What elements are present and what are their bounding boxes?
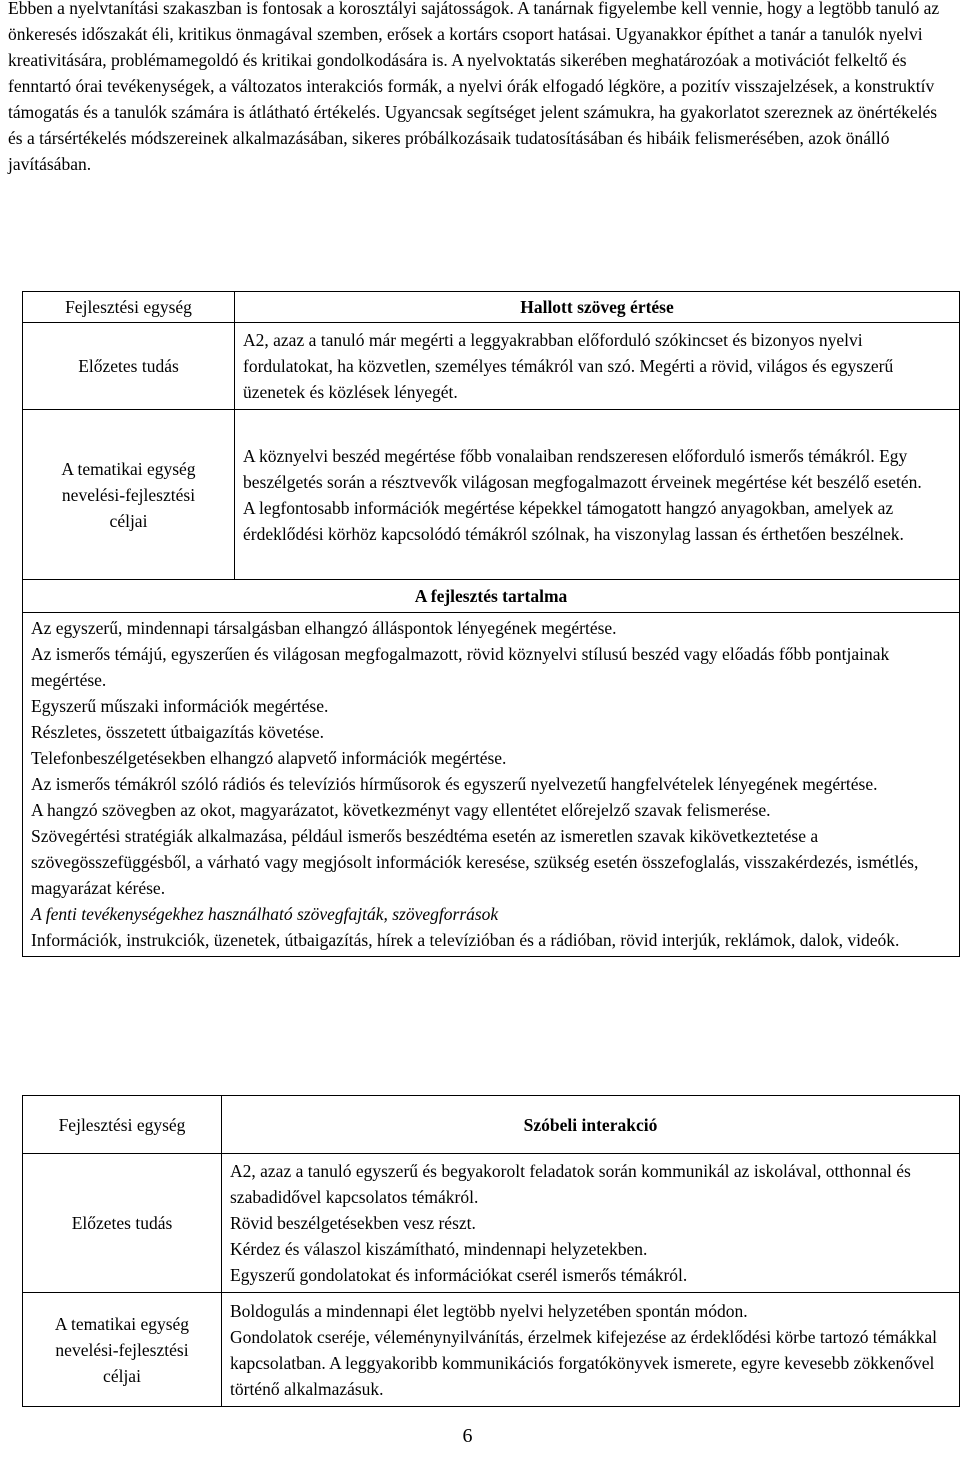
row-prior-knowledge [23, 1154, 960, 1293]
row-prior-knowledge [23, 323, 960, 410]
goals-paragraph: A legfontosabb információk megértése képekkel támogatott hangzó anyagokban, amelyek az érdeklődési körhöz kapcsolódó témákról szólnak, ha viszonylag lassan és érthetően beszélnek. [243, 497, 904, 544]
goals-paragraph: Boldogulás a mindennapi élet legtöbb nyelvi helyzetében spontán módon. [230, 1300, 748, 1321]
goals-paragraph: A köznyelvi beszéd megértése főbb vonalaiban rendszeresen előforduló ismerős témákról. Egy beszélgetés során a résztvevők világosan megfogalmazott érveinek megértése két beszélő esetén. [243, 445, 922, 492]
label-development-unit: Fejlesztési egység [23, 292, 235, 323]
goals-text [235, 410, 960, 580]
unit-title: Hallott szöveg értése [235, 292, 960, 323]
intro-paragraph: Ebben a nyelvtanítási szakaszban is fontosak a korosztályi sajátosságok. A tanárnak figyelembe kell vennie, hogy a legtöbb tanuló az önkeresés időszakát éli, kritikus önmagával szemben, erősek a kortárs csoport hatásai. Ugyanakkor építhet a tanár a tanulók nyelvi kreativitására, problémamegoldó és kritikai gondolkodására is. A nyelvoktatás sikerében meghatározóak a motivációt felkeltő és fenntartó órai tevékenységek, a változatos interakciós formák, a nyelvi órák elfogadó légköre, a pozitív visszajelzések, a konstruktív támogatás és a tanulók számára is átlátható értékelés. Ugyancsak segítséget jelent számukra, ha gyakorlatot szereznek az önértékelés és a társértékelés módszereinek alkalmazásában, sikeres próbálkozásaik tudatosításában és hibáik felismerésében, azok önálló javításában. [8, 0, 940, 174]
label-goals [23, 410, 235, 580]
label-goals-line: céljai [109, 510, 148, 531]
label-goals-line: nevelési-fejlesztési [55, 1339, 189, 1360]
goals-paragraph: Gondolatok cseréje, véleménynyilvánítás, érzelmek kifejezése az érdeklődési körbe tartozó témákkal kapcsolatban. A leggyakoribb kommunikációs forgatókönyvek ismerete, egyre kevesebb zökkenővel történő alkalmazásuk. [230, 1326, 937, 1399]
content-item: Egyszerű műszaki információk megértése. [31, 696, 329, 716]
label-goals-line: A tematikai egység [54, 1313, 190, 1334]
label-goals [23, 1293, 222, 1407]
label-prior-knowledge: Előzetes tudás [23, 323, 235, 410]
label-goals-line: céljai [103, 1365, 141, 1386]
content-item: Az ismerős témájú, egyszerűen és világosan megfogalmazott, rövid köznyelvi stílusú beszéd vagy előadás főbb pontjainak megértése. [31, 644, 890, 690]
label-goals-line: A tematikai egység [61, 458, 196, 479]
content-item: Az egyszerű, mindennapi társalgásban elhangzó álláspontok lényegének megértése. [31, 618, 617, 638]
content-item: Az ismerős témákról szóló rádiós és televíziós hírműsorok és egyszerű nyelvezetű hangfelvételek lényegének megértése. [31, 774, 878, 794]
prior-knowledge-text: A2, azaz a tanuló már megérti a leggyakrabban előforduló szókincset és bizonyos nyelvi fordulatokat, ha közvetlen, személyes témákról van szó. Megérti a rövid, világos és egyszerű üzenetek és közlések lényegét. [235, 323, 960, 410]
row-unit-title [23, 1096, 960, 1154]
intro-text [8, 0, 952, 177]
label-prior-knowledge: Előzetes tudás [23, 1154, 222, 1293]
goals-text [222, 1293, 960, 1407]
content-item: A hangzó szövegben az okot, magyarázatot, következményt vagy ellentétet előrejelző szavak felismerése. [31, 800, 771, 820]
row-content [23, 613, 960, 957]
row-goals [23, 1293, 960, 1407]
content-item: Szövegértési stratégiák alkalmazása, például ismerős beszédtéma esetén az ismeretlen szavak kikövetkeztetése a szövegösszefüggésből, a várható vagy megjósolt információk keresése, szükség esetén összefoglalás, visszakérdezés, ismétlés, magyarázat kérése. [31, 826, 919, 898]
content-title: A fejlesztés tartalma [23, 580, 960, 613]
row-unit-title [23, 292, 960, 323]
row-content-title [23, 580, 960, 613]
prior-line: A2, azaz a tanuló egyszerű és begyakorolt feladatok során kommunikál az iskolával, otthonnal és szabadidővel kapcsolatos témákról. [230, 1161, 911, 1207]
prior-line: Rövid beszélgetésekben vesz részt. [230, 1213, 476, 1233]
text-types-heading: A fenti tevékenységekhez használható szövegfajták, szövegforrások [31, 904, 499, 924]
prior-knowledge-text [222, 1154, 960, 1293]
row-goals [23, 410, 960, 580]
content-item: Részletes, összetett útbaigazítás követése. [31, 722, 325, 742]
content-list [23, 613, 960, 957]
unit-table-listening [22, 291, 960, 957]
prior-line: Egyszerű gondolatokat és információkat cserél ismerős témákról. [230, 1265, 688, 1285]
unit-title: Szóbeli interakció [222, 1096, 960, 1154]
text-types: Információk, instrukciók, üzenetek, útbaigazítás, hírek a televízióban és a rádióban, rövid interjúk, reklámok, dalok, videók. [31, 930, 900, 950]
content-item: Telefonbeszélgetésekben elhangzó alapvető információk megértése. [31, 748, 507, 768]
prior-line: Kérdez és válaszol kiszámítható, mindennapi helyzetekben. [230, 1239, 648, 1259]
label-development-unit: Fejlesztési egység [23, 1096, 222, 1154]
page-number: 6 [462, 1425, 473, 1447]
unit-table-oral-interaction [22, 1095, 960, 1407]
label-goals-line: nevelési-fejlesztési [61, 484, 196, 505]
